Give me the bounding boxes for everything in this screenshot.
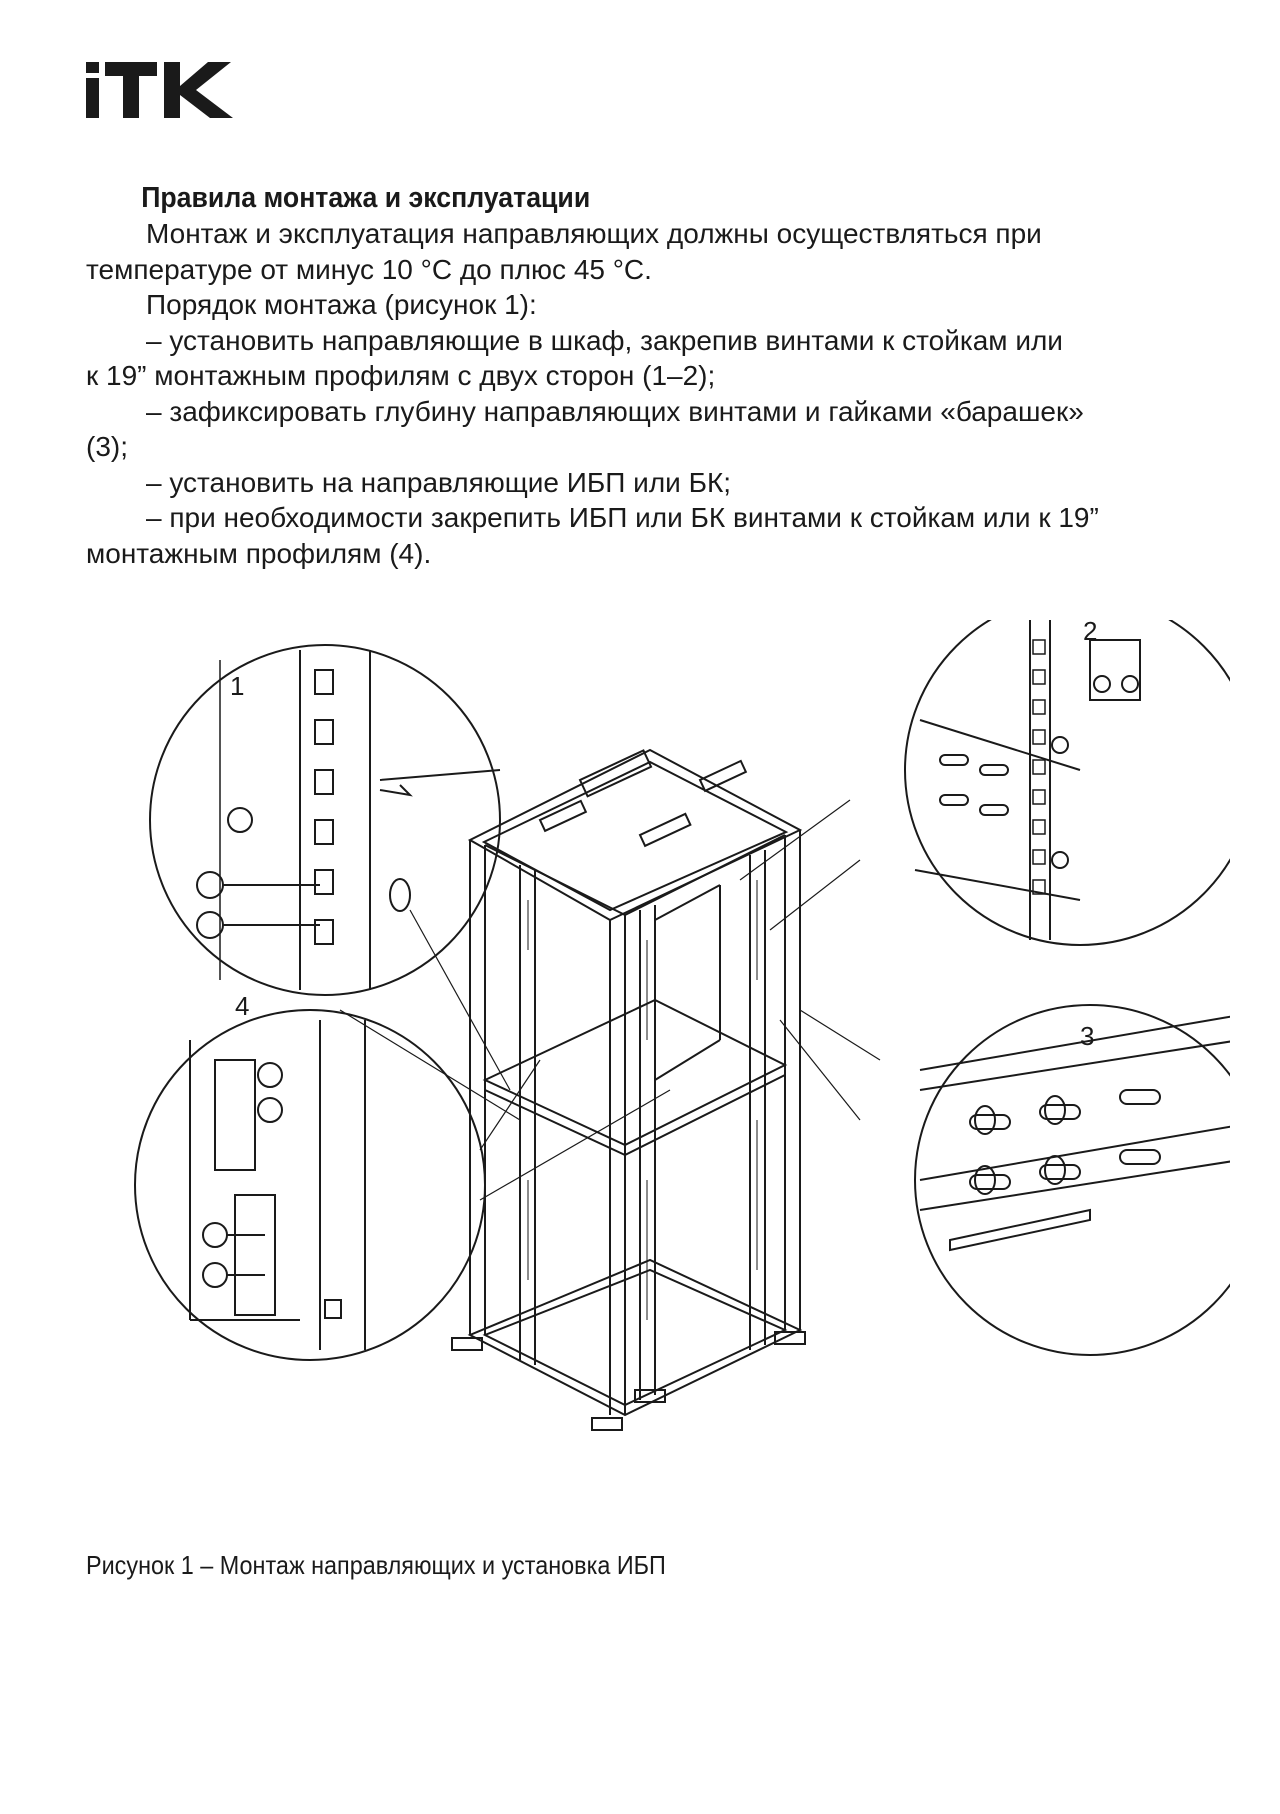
paragraph: монтажным профилям (4). xyxy=(86,537,432,569)
paragraph: – при необходимости закрепить ИБП или БК винтами к стойкам или к 19” xyxy=(146,502,1099,533)
section-heading: Правила монтажа и эксплуатации xyxy=(141,182,591,214)
rack-cabinet xyxy=(452,750,805,1430)
detail-1 xyxy=(150,645,500,995)
paragraph: – установить на направляющие ИБП или БК; xyxy=(146,466,732,498)
paragraph: Порядок монтажа (рисунок 1): xyxy=(146,289,537,320)
detail-4 xyxy=(135,1010,485,1360)
itk-logo xyxy=(86,62,236,118)
paragraph: температуре от минус 10 °С до плюс 45 °С. xyxy=(86,253,652,285)
paragraph: Монтаж и эксплуатация направляющих должны осуществляться при xyxy=(146,218,1042,249)
paragraph: (3); xyxy=(86,431,128,462)
callout-4: 4 xyxy=(235,991,250,1021)
rack-mounting-figure xyxy=(80,620,1230,1500)
detail-2 xyxy=(905,620,1230,945)
itk-logo-mark xyxy=(86,62,236,118)
paragraph: к 19” монтажным профилям с двух сторон (1–2); xyxy=(86,360,716,391)
paragraph: – зафиксировать глубину направляющих винтами и гайками «барашек» xyxy=(146,395,1084,427)
callout-3: 3 xyxy=(1080,1021,1095,1051)
mounting-rules-section xyxy=(86,180,1196,571)
detail-3 xyxy=(915,1005,1230,1355)
figure-caption: Рисунок 1 – Монтаж направляющих и установка ИБП xyxy=(86,1550,666,1580)
callout-1: 1 xyxy=(230,671,245,701)
callout-2: 2 xyxy=(1083,620,1098,646)
paragraph: – установить направляющие в шкаф, закрепив винтами к стойкам или xyxy=(146,324,1063,356)
